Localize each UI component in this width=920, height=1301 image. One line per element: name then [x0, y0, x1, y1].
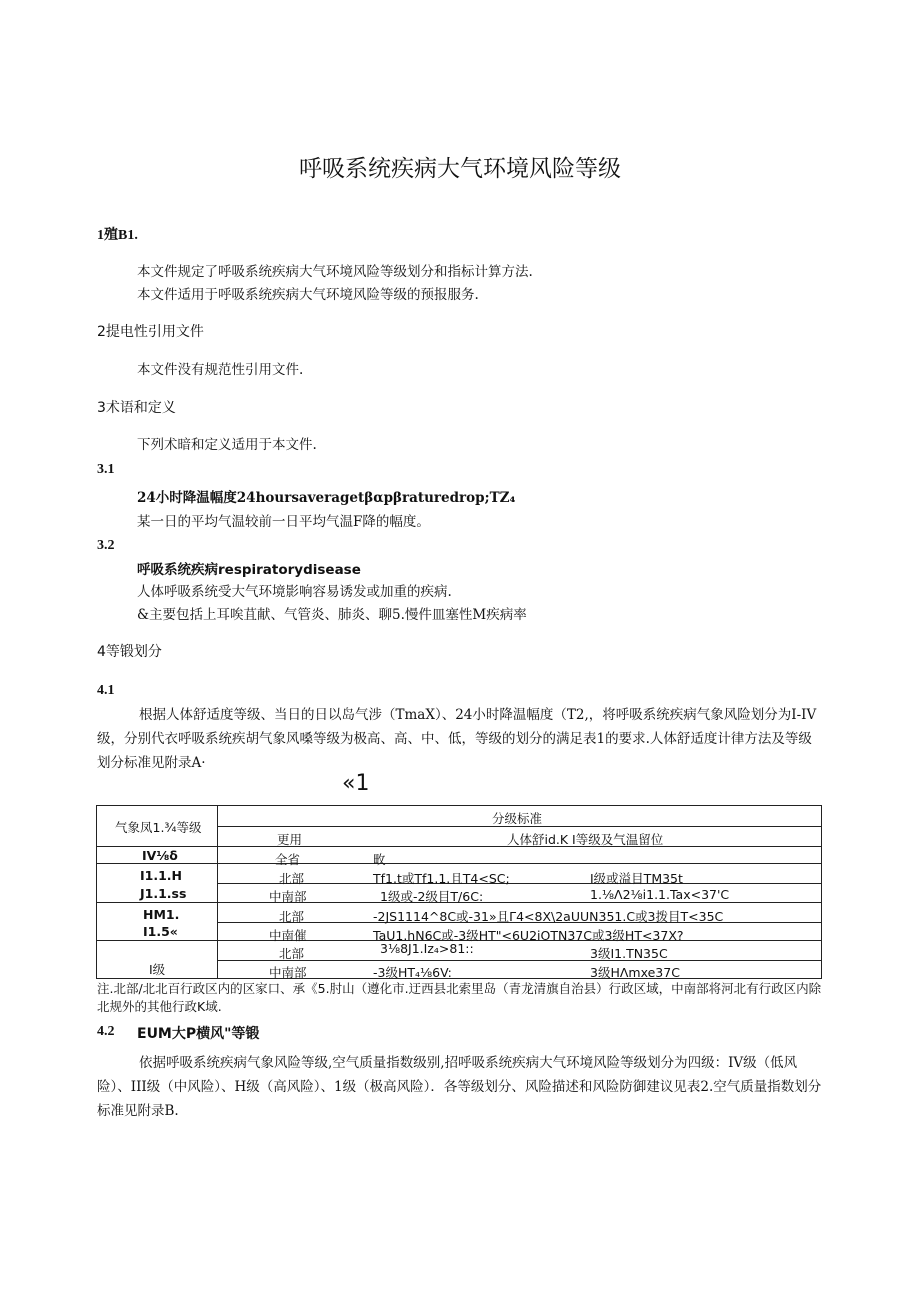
clause-4-1-number: 4.1 — [97, 683, 115, 698]
row-iii-north-criteria-1: Tf1.t或Tf1.1.且T4<SC; — [373, 871, 510, 886]
row-i-region-north: 北部 — [279, 946, 305, 961]
row-level-ii-b: I1.5« — [143, 924, 178, 939]
section-3-heading: 3术语和定义 — [97, 400, 176, 416]
row-level-iv: IV⅛δ — [142, 848, 178, 863]
row-iii-region-south: 中南部 — [269, 889, 307, 904]
term-3-1-number: 3.1 — [97, 462, 115, 477]
row-level-ii-a: HM1. — [143, 907, 180, 922]
clause-4-1-paragraph: 根据人体舒适度等级、当日的日以岛气涉（TmaX）、24小时降温幅度（T2,，将呼吸系统疾病气象风险划分为I-IV级，分别代衣呼吸系统疾胡气象风嗓等级为极高、高、中、低，等级的划分的满足表1的要求.人体舒适度计律方法及等级划分标准见附录A· — [97, 707, 817, 771]
row-iii-south-criteria-1: 1级或-2级目T/6C: — [380, 889, 484, 904]
row-ii-north-criteria: -2JS1114^8C或-31»且Γ4<8X\2aUUN351.C或3拨目T<35C — [373, 909, 724, 924]
row-i-south-criteria-2: 3级HΛmxe37C — [590, 965, 680, 980]
table-header-level: 气象凤1.¾等级 — [115, 820, 202, 835]
row-i-south-criteria-1: -3级HT₄⅛6V: — [373, 965, 452, 980]
table-header-region: 更用 — [277, 832, 303, 847]
section-1-line-1: 本文件规定了呼吸系统疾病大气环境风险等级划分和指标计算方法. — [137, 264, 533, 280]
term-3-1-definition: 某一日的平均气温较前一日平均气温F降的幅度。 — [137, 514, 430, 530]
clause-4-2-number: 4.2 — [97, 1024, 115, 1039]
table-1-caption: «1 — [342, 771, 370, 796]
table-header-comfort: 人体舒id.K I等级及气温留位 — [507, 832, 664, 847]
row-i-region-south: 中南部 — [269, 965, 307, 980]
row-ii-region-north: 北部 — [279, 909, 305, 924]
row-level-i: I级 — [149, 962, 166, 977]
table-header-criteria: 分级标准 — [492, 811, 543, 826]
risk-level-table — [96, 805, 822, 979]
row-i-north-criteria-1: 3⅛8J1.Iz₄>81:: — [380, 941, 474, 956]
row-ii-region-south: 中南催 — [269, 928, 307, 943]
row-iv-criteria: 畋 — [373, 852, 386, 867]
clause-4-2-paragraph: 依据呼吸系统疾病气象风险等级,空气质量指数级别,招呼吸系统疾病大气环境风险等级划分为四级：IV级（低风险）、III级（中风险）、H级（高风险）、1级（极高风险）．各等级划分、风险描述和风险防御建议见表2.空气质量指数划分标准见附录B. — [97, 1055, 822, 1119]
section-3-intro: 下列术暗和定义适用于本文件. — [137, 437, 317, 453]
section-1-line-2: 本文件适用于呼吸系统疾病大气环境风险等级的预报服务. — [137, 287, 479, 303]
row-iv-region: 全省 — [275, 852, 301, 867]
clause-4-2-heading: EUM大P横风"等锻 — [137, 1026, 260, 1042]
row-level-iii-b: J1.1.ss — [140, 886, 187, 901]
section-4-heading: 4等锻划分 — [97, 644, 162, 660]
section-1-heading: 1殖B1. — [97, 228, 138, 243]
term-3-2-number: 3.2 — [97, 538, 115, 553]
row-iii-region-north: 北部 — [279, 871, 305, 886]
term-3-2-definition-1: 人体呼吸系统受大气环境影响容易诱发或加重的疾病. — [137, 584, 452, 600]
section-2-line-1: 本文件没有规范性引用文件. — [137, 362, 304, 378]
row-iii-south-criteria-2: 1.⅛Λ2⅛i1.1.Tax<37'C — [590, 887, 730, 902]
term-3-2-definition-2: &主要包括上耳唉苴献、气管炎、肺炎、聊5.慢件皿塞性M疾病率 — [137, 607, 527, 623]
row-ii-south-criteria: TaU1.hN6C或-3级HT"<6U2iOTN37C或3级HT<37X? — [373, 928, 684, 943]
row-level-iii-a: I1.1.H — [140, 868, 183, 883]
term-3-1-title: 24小时降温幅度24hoursaveragetβαpβraturedrop;TZ₄ — [137, 490, 516, 506]
term-3-2-title: 呼吸系统疾病respiratorydisease — [137, 562, 361, 578]
document-title: 呼吸系统疾病大气环境风险等级 — [299, 156, 621, 182]
section-2-heading: 2提电性引用文件 — [97, 324, 204, 340]
row-i-north-criteria-2: 3级I1.TN35C — [590, 946, 668, 961]
row-iii-north-criteria-2: I级或溢目TM35t — [590, 871, 683, 886]
table-note: 注.北部/北北百行政区内的区家口、承《5.肘山（遵化市.迂西县北索里岛（青龙清旗自治县）行政区域，中南部将河北有行政区内除北规外的其他行政K域. — [97, 981, 822, 1014]
